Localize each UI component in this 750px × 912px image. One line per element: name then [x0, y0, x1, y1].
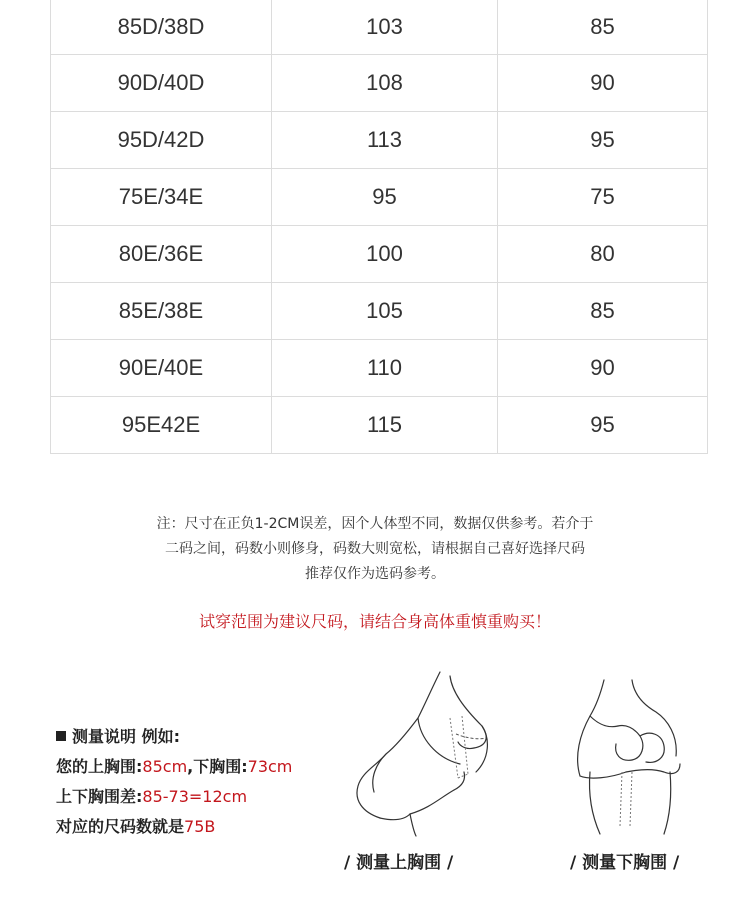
lower-bust-cell: 95 [498, 112, 708, 169]
measure-example [56, 722, 292, 842]
upper-bust-cell: 105 [272, 283, 498, 340]
bust-diff-label: 上下胸围差: [56, 787, 143, 806]
lower-bust-label: ,下胸围: [187, 757, 248, 776]
lower-bust-cell: 85 [498, 283, 708, 340]
measure-diff-line [56, 782, 292, 812]
table-row [51, 226, 708, 283]
black-square-icon [56, 731, 66, 741]
upper-bust-label: 您的上胸围: [56, 757, 143, 776]
table-row [51, 112, 708, 169]
upper-bust-cell: 103 [272, 0, 498, 55]
lower-bust-cell: 90 [498, 340, 708, 397]
cup-size-cell: 90E/40E [51, 340, 272, 397]
upper-bust-cell: 108 [272, 55, 498, 112]
upper-bust-cell: 95 [272, 169, 498, 226]
upper-bust-caption: / 测量上胸围 / [344, 853, 454, 873]
lower-bust-cell: 95 [498, 397, 708, 454]
upper-bust-figure [340, 668, 510, 838]
table-row [51, 397, 708, 454]
lower-bust-cell: 75 [498, 169, 708, 226]
measure-heading-line [56, 722, 292, 752]
table-row [51, 340, 708, 397]
size-table-body [51, 0, 708, 454]
bust-diff-value: 85-73=12cm [142, 787, 248, 806]
upper-bust-cell: 113 [272, 112, 498, 169]
measure-heading: 测量说明 例如: [72, 727, 180, 746]
lower-bust-cell: 90 [498, 55, 708, 112]
size-result-value: 75B [184, 817, 216, 836]
measure-size-line [56, 812, 292, 842]
lower-bust-value: 73cm [247, 757, 293, 776]
cup-size-cell: 75E/34E [51, 169, 272, 226]
table-row [51, 55, 708, 112]
table-row [51, 283, 708, 340]
cup-size-cell: 80E/36E [51, 226, 272, 283]
note-line-1: 注：尺寸在正负1-2CM误差，因个人体型不同，数据仅供参考。若介于 [156, 516, 594, 532]
note-line-2: 二码之间，码数小则修身，码数大则宽松，请根据自己喜好选择尺码 [165, 541, 585, 557]
lower-bust-cell: 80 [498, 226, 708, 283]
cup-size-cell: 95E42E [51, 397, 272, 454]
note-line-3: 推荐仅作为选码参考。 [305, 566, 445, 582]
table-row [51, 169, 708, 226]
lower-bust-figure [560, 676, 710, 836]
fit-warning: 试穿范围为建议尺码，请结合身高体重慎重购买！ [198, 612, 551, 631]
upper-bust-cell: 115 [272, 397, 498, 454]
cup-size-cell: 85E/38E [51, 283, 272, 340]
upper-bust-value: 85cm [142, 757, 188, 776]
cup-size-cell: 85D/38D [51, 0, 272, 55]
size-note [75, 512, 675, 587]
upper-bust-cell: 100 [272, 226, 498, 283]
size-result-label: 对应的尺码数就是 [56, 817, 185, 836]
size-table [50, 0, 708, 454]
measure-upper-lower-line [56, 752, 292, 782]
lower-bust-cell: 85 [498, 0, 708, 55]
cup-size-cell: 95D/42D [51, 112, 272, 169]
table-row [51, 0, 708, 55]
cup-size-cell: 90D/40D [51, 55, 272, 112]
upper-bust-cell: 110 [272, 340, 498, 397]
lower-bust-caption: / 测量下胸围 / [570, 853, 680, 873]
